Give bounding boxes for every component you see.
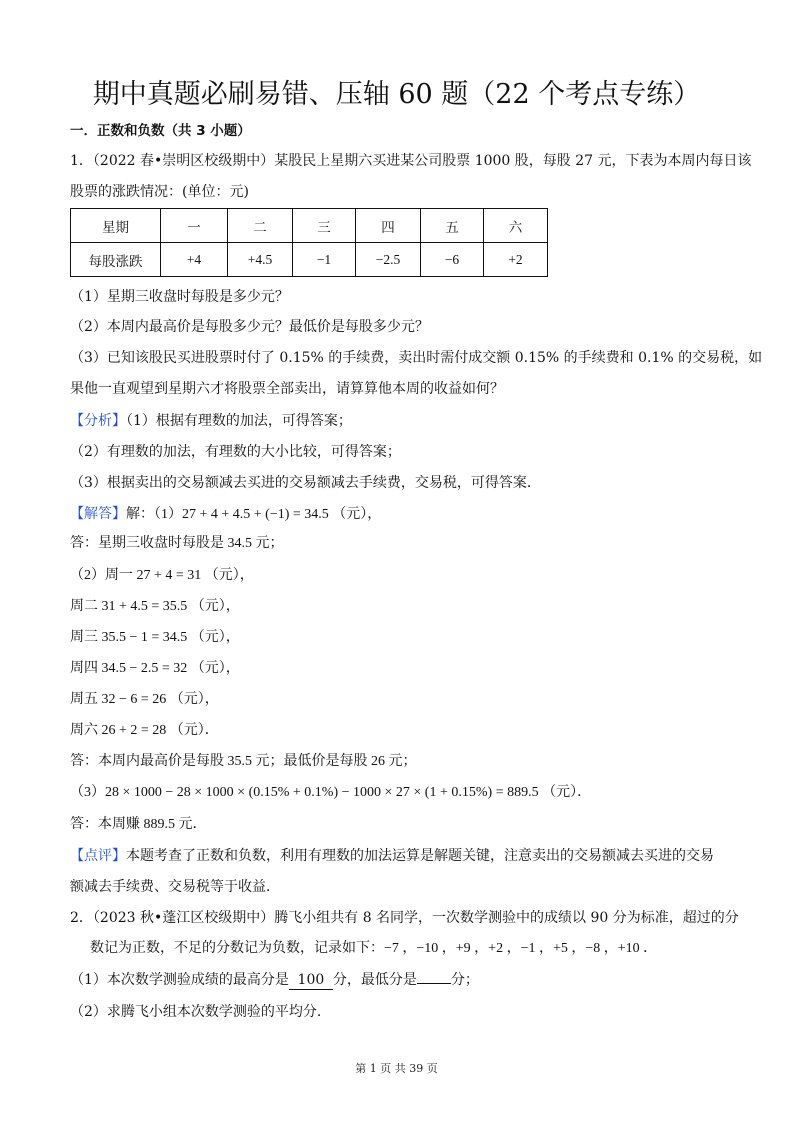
comment-tag: 【点评】 xyxy=(70,848,126,864)
table-header-row xyxy=(71,209,548,243)
q2-sub1-middle: 分，最低分是 xyxy=(332,972,417,988)
table-cell: −6 xyxy=(421,243,484,277)
answer-line6: 周四 34.5 − 2.5 = 32 （元）， xyxy=(70,661,240,676)
table-cell: 五 xyxy=(421,209,484,243)
answer-line10: （3）28 × 1000 − 28 × 1000 × (0.15% + 0.1%) − 1000 × 27 × (1 + 0.15%) = 889.5 （元）． xyxy=(70,785,592,800)
comment-line1: 本题考查了正数和负数，利用有理数的加法运算是解题关键，注意卖出的交易额减去买进的交易 xyxy=(126,848,714,864)
page-title: 期中真题必刷易错、压轴 60 题（22 个考点专练） xyxy=(92,79,701,110)
q1-stem-line1: 1．（2022 春•崇明区校级期中）某股民上星期六买进某公司股票 1000 股，每股 27 元，下表为本周内每日该 xyxy=(70,153,752,169)
q1-stem-line2: 股票的涨跌情况：(单位：元) xyxy=(70,184,249,200)
q2-sub1-prefix: （1）本次数学测验成绩的最高分是 xyxy=(70,972,289,988)
min-score-blank xyxy=(417,983,451,984)
table-cell: +4.5 xyxy=(228,243,293,277)
table-cell: 六 xyxy=(484,209,548,243)
q1-sub1: （1）星期三收盘时每股是多少元？ xyxy=(70,289,289,305)
answer-line1: 解：（1）27 + 4 + 4.5 + (−1) = 34.5 （元）， xyxy=(126,507,382,522)
table-cell: −1 xyxy=(293,243,356,277)
answer-line2: 答：星期三收盘时每股是 34.5 元； xyxy=(70,536,284,551)
table-row xyxy=(71,243,548,277)
page-footer: 第 1 页 共 39 页 xyxy=(355,1062,438,1075)
table-cell: +2 xyxy=(484,243,548,277)
answer-line8: 周六 26 + 2 = 28 （元）． xyxy=(70,723,219,738)
price-change-table xyxy=(70,208,548,277)
analysis-tag: 【分析】 xyxy=(70,413,126,429)
comment-paragraph xyxy=(70,846,714,866)
answer-line11: 答：本周赚 889.5 元． xyxy=(70,817,207,832)
q2-sub1-suffix: 分； xyxy=(450,972,479,988)
answer-line7: 周五 32 − 6 = 26 （元）， xyxy=(70,692,219,707)
table-cell: 三 xyxy=(293,209,356,243)
q1-sub2: （2）本周内最高价是每股多少元？最低价是每股多少元？ xyxy=(70,319,429,335)
analysis-paragraph xyxy=(70,411,352,431)
q1-sub3-line1: （3）已知该股民买进股票时付了 0.15% 的手续费，卖出时需付成交额 0.15% 的手续费和 0.1% 的交易税，如 xyxy=(70,350,763,366)
q2-sub1 xyxy=(70,970,479,990)
table-cell: 四 xyxy=(356,209,421,243)
answer-line5: 周三 35.5 − 1 = 34.5 （元）， xyxy=(70,630,240,645)
q2-sub2: （2）求腾飞小组本次数学测验的平均分． xyxy=(70,1004,331,1020)
q1-sub3-line2: 果他一直观望到星期六才将股票全部卖出，请算算他本周的收益如何？ xyxy=(70,381,504,397)
comment-line2: 额减去手续费、交易税等于收益． xyxy=(70,879,280,895)
table-cell: 每股涨跌 xyxy=(71,243,161,277)
analysis-line1: （1）根据有理数的加法，可得答案； xyxy=(126,413,352,429)
table-cell: 二 xyxy=(228,209,293,243)
answer-paragraph xyxy=(70,504,381,525)
answer-line3: （2）周一 27 + 4 = 31 （元）， xyxy=(70,568,254,583)
table-cell: 一 xyxy=(161,209,228,243)
table-cell: 星期 xyxy=(71,209,161,243)
answer-line9: 答：本周内最高价是每股 35.5 元；最低价是每股 26 元； xyxy=(70,754,417,769)
analysis-line3: （3）根据卖出的交易额减去买进的交易额减去手续费，交易税，可得答案． xyxy=(70,475,541,491)
q2-stem-line1: 2．（2023 秋•蓬江区校级期中）腾飞小组共有 8 名同学，一次数学测验中的成绩以 90 分为标准，超过的分 xyxy=(70,910,739,926)
section-heading: 一．正数和负数（共 3 小题） xyxy=(70,123,251,139)
analysis-line2: （2）有理数的加法，有理数的大小比较，可得答案； xyxy=(70,444,401,460)
table-cell: −2.5 xyxy=(356,243,421,277)
answer-line4: 周二 31 + 4.5 = 35.5 （元）， xyxy=(70,599,240,614)
table-cell: +4 xyxy=(161,243,228,277)
max-score-blank: 100 xyxy=(289,972,333,990)
answer-tag: 【解答】 xyxy=(70,506,126,522)
q2-stem-line2: 数记为正数，不足的分数记为负数，记录如下：−7 ，−10 ，+9 ，+2 ，−1 ，+5 ，−8 ，+10 ． xyxy=(90,941,658,956)
